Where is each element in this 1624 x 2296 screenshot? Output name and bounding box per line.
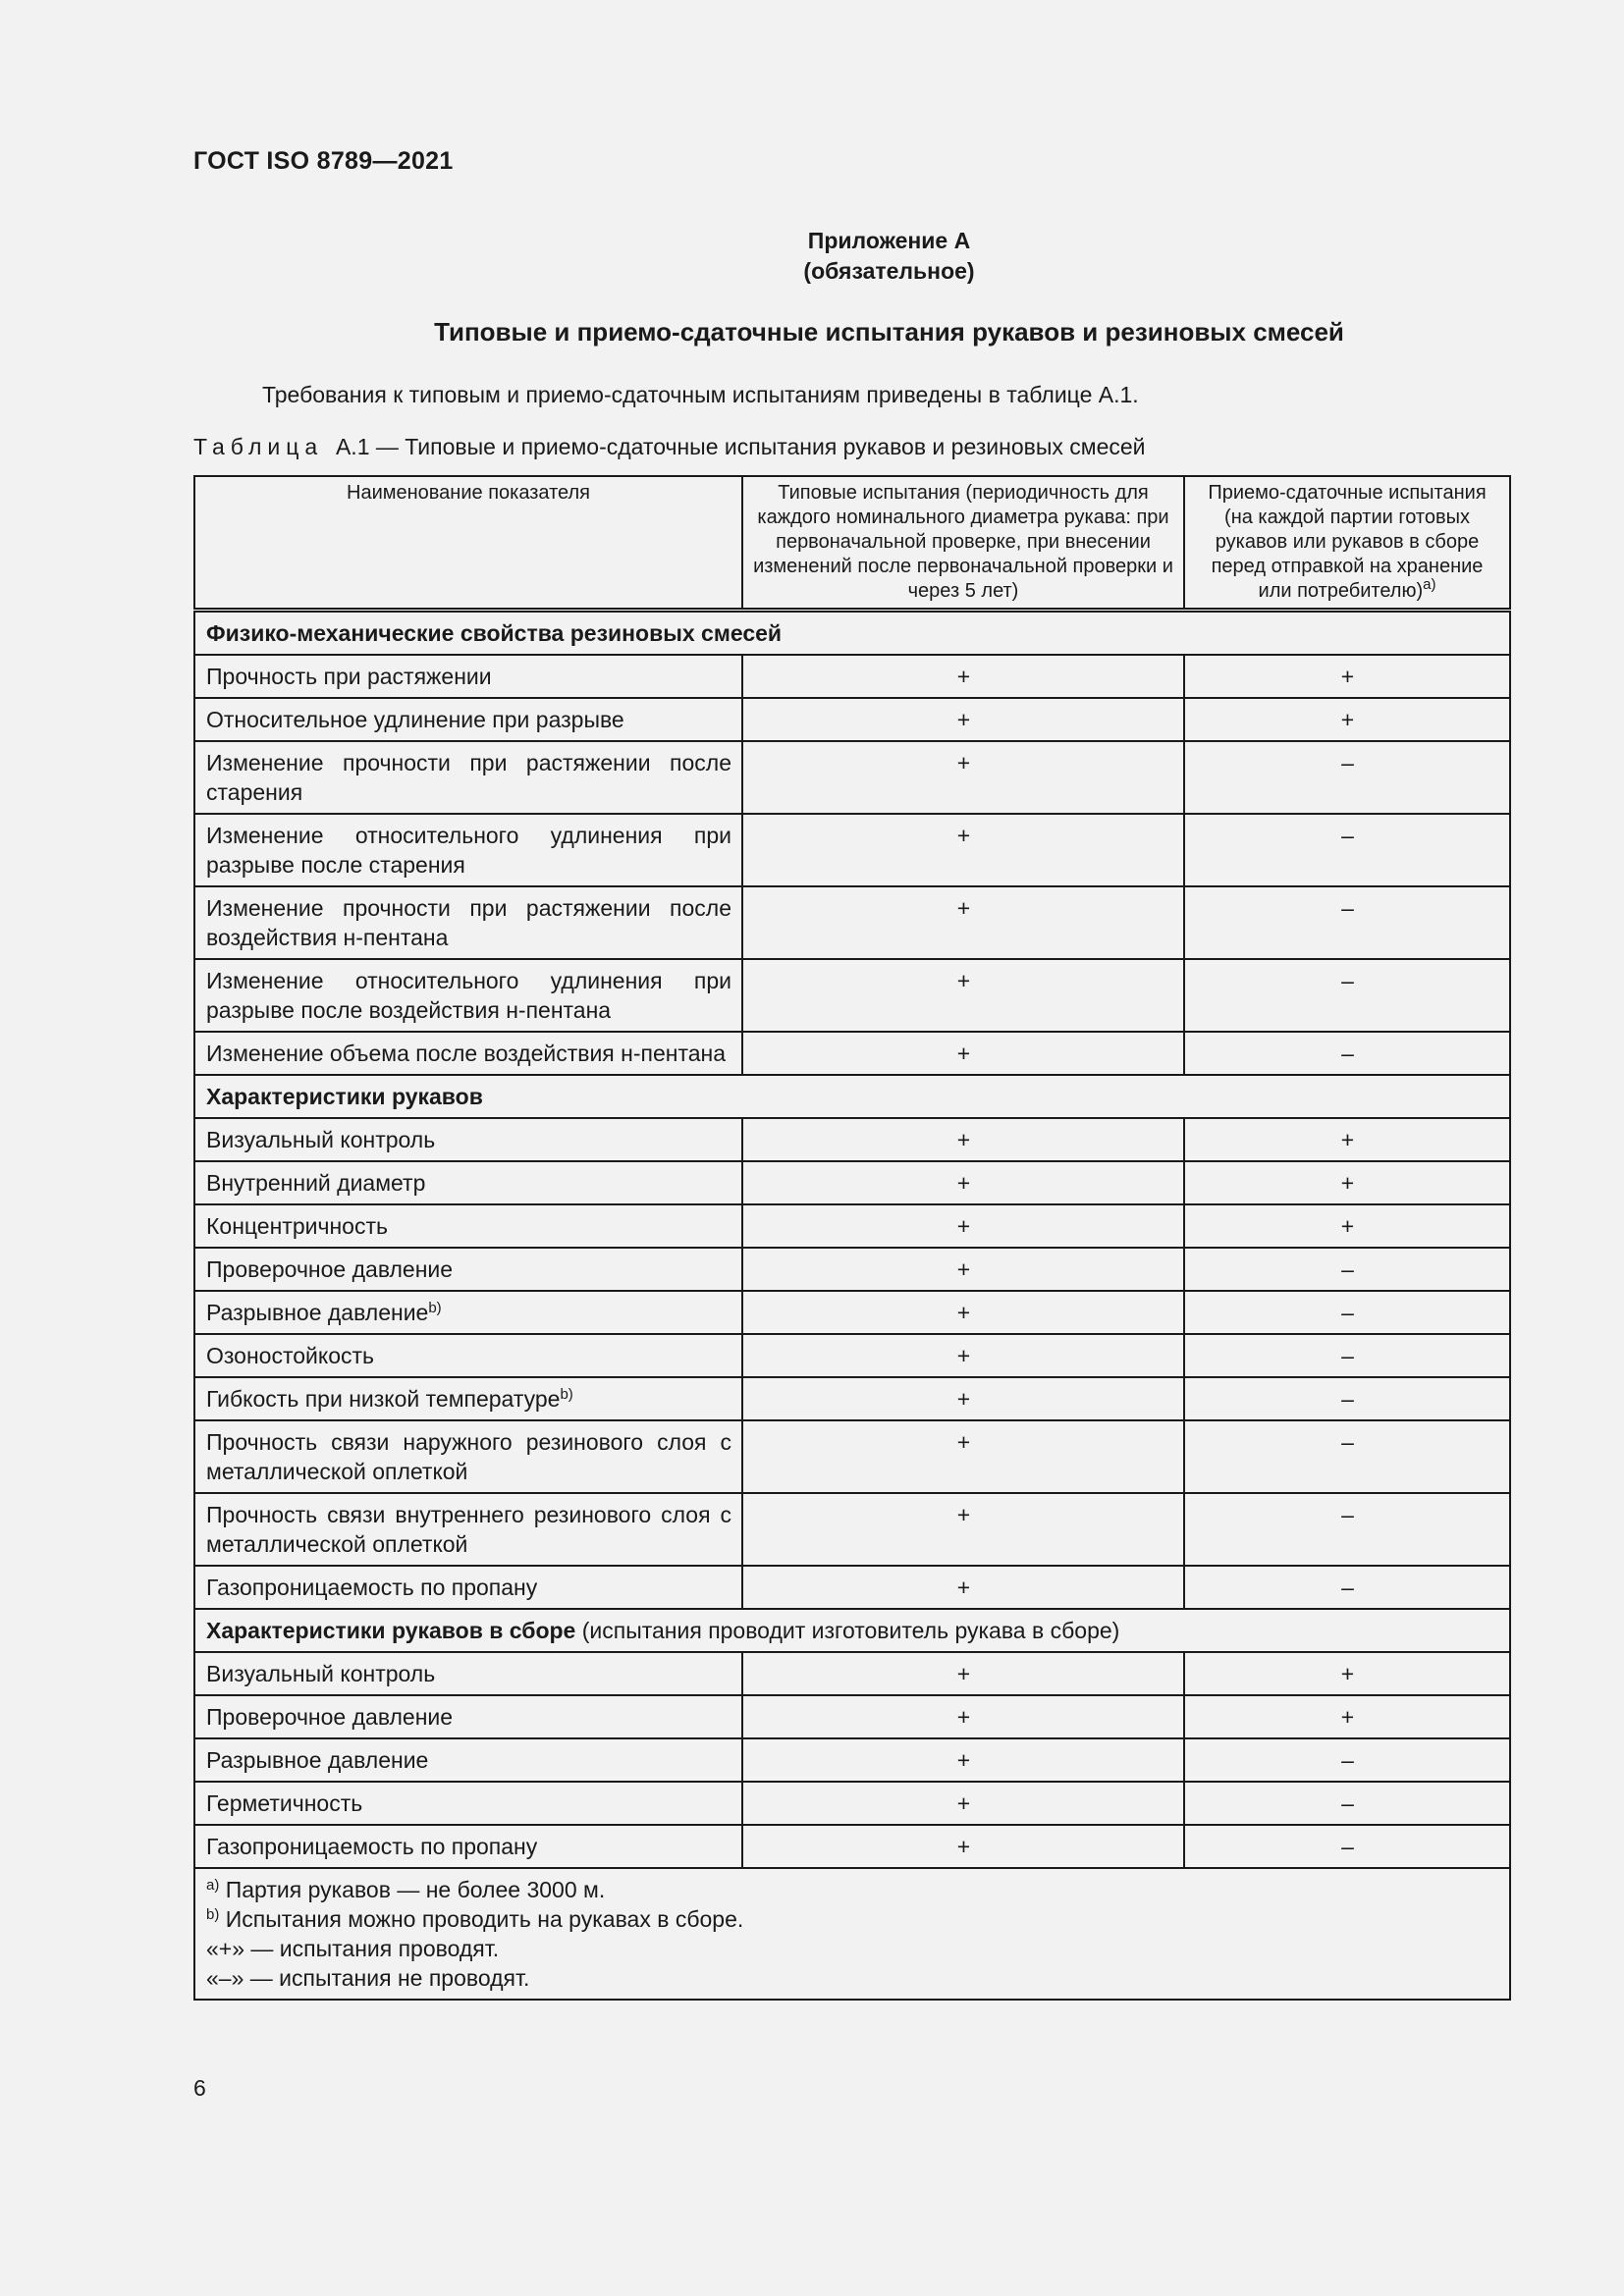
indicator-name: Прочность связи наружного резинового слоя с металлической оплеткой <box>206 1429 731 1484</box>
indicator-name: Газопроницаемость по пропану <box>206 1575 538 1600</box>
typical-test-cell: + <box>742 1032 1184 1075</box>
indicator-cell <box>194 1377 742 1420</box>
acceptance-test-cell: – <box>1184 1566 1510 1609</box>
table-row <box>194 1825 1510 1868</box>
section-title: Характеристики рукавов <box>206 1084 483 1109</box>
indicator-cell <box>194 1493 742 1566</box>
intro-paragraph: Требования к типовым и приемо-сдаточным испытаниям приведены в таблице А.1. <box>262 382 1139 407</box>
indicator-name: Относительное удлинение при разрыве <box>206 707 624 732</box>
indicator-name: Газопроницаемость по пропану <box>206 1834 538 1859</box>
indicator-cell <box>194 1566 742 1609</box>
acceptance-test-cell: – <box>1184 1738 1510 1782</box>
typical-test-cell: + <box>742 1566 1184 1609</box>
indicator-name: Изменение прочности при растяжении после старения <box>206 750 731 805</box>
acceptance-test-cell: + <box>1184 1204 1510 1248</box>
acceptance-test-cell: + <box>1184 655 1510 698</box>
indicator-name: Визуальный контроль <box>206 1661 436 1686</box>
acceptance-test-cell: – <box>1184 814 1510 886</box>
table-row <box>194 1566 1510 1609</box>
section-row <box>194 1075 1510 1118</box>
table-header-row <box>194 476 1510 611</box>
typical-test-cell: + <box>742 1291 1184 1334</box>
acceptance-test-cell: – <box>1184 1334 1510 1377</box>
indicator-name: Изменение относительного удлинения при разрыве после воздействия н-пентана <box>206 968 731 1023</box>
section-header-cell <box>194 1609 1510 1652</box>
indicator-cell <box>194 1695 742 1738</box>
acceptance-test-cell: + <box>1184 1695 1510 1738</box>
indicator-cell <box>194 814 742 886</box>
note-text: «–» — испытания не проводят. <box>206 1965 530 1991</box>
header-acceptance-tests <box>1184 476 1510 611</box>
indicator-cell <box>194 741 742 814</box>
section-title: Физико-механические свойства резиновых смесей <box>206 620 783 646</box>
section-row <box>194 611 1510 656</box>
indicator-name: Проверочное давление <box>206 1704 454 1730</box>
tests-table <box>193 475 1511 2001</box>
indicator-cell <box>194 1161 742 1204</box>
section-title: Характеристики рукавов в сборе <box>206 1618 576 1643</box>
footnote-mark: b) <box>428 1300 442 1316</box>
table-note <box>206 1934 1499 1963</box>
typical-test-cell: + <box>742 1377 1184 1420</box>
indicator-cell <box>194 1204 742 1248</box>
header-indicator: Наименование показателя <box>194 476 742 611</box>
typical-test-cell: + <box>742 1420 1184 1493</box>
table-caption <box>193 434 1146 460</box>
table-row <box>194 1032 1510 1075</box>
table-row <box>194 1420 1510 1493</box>
appendix-heading <box>0 226 1624 287</box>
typical-test-cell: + <box>742 1493 1184 1566</box>
acceptance-test-cell: + <box>1184 698 1510 741</box>
notes-cell <box>194 1868 1510 2000</box>
typical-test-cell: + <box>742 1738 1184 1782</box>
typical-test-cell: + <box>742 1782 1184 1825</box>
acceptance-test-cell: – <box>1184 741 1510 814</box>
notes-row <box>194 1868 1510 2000</box>
indicator-name: Внутренний диаметр <box>206 1170 426 1196</box>
section-header-cell <box>194 611 1510 656</box>
indicator-name: Визуальный контроль <box>206 1127 436 1152</box>
table-note <box>206 1875 1499 1904</box>
typical-test-cell: + <box>742 698 1184 741</box>
table-row <box>194 1738 1510 1782</box>
section-header-cell <box>194 1075 1510 1118</box>
section-row <box>194 1609 1510 1652</box>
indicator-cell <box>194 1118 742 1161</box>
acceptance-test-cell: + <box>1184 1652 1510 1695</box>
indicator-name: Озоностойкость <box>206 1343 375 1368</box>
indicator-name: Прочность связи внутреннего резинового слоя с металлической оплеткой <box>206 1502 731 1557</box>
acceptance-test-cell: – <box>1184 1825 1510 1868</box>
header-footnote-mark: а) <box>1423 576 1436 593</box>
indicator-name: Гибкость при низкой температуре <box>206 1386 561 1412</box>
typical-test-cell: + <box>742 1161 1184 1204</box>
section-title: Типовые и приемо-сдаточные испытания рукавов и резиновых смесей <box>434 317 1344 347</box>
indicator-cell <box>194 1652 742 1695</box>
indicator-name: Изменение прочности при растяжении после воздействия н-пентана <box>206 895 731 950</box>
acceptance-test-cell: – <box>1184 1377 1510 1420</box>
table-note <box>206 1963 1499 1993</box>
note-mark: b) <box>206 1906 220 1923</box>
table-row <box>194 1248 1510 1291</box>
table-row <box>194 1377 1510 1420</box>
acceptance-test-cell: – <box>1184 1420 1510 1493</box>
typical-test-cell: + <box>742 814 1184 886</box>
table-row <box>194 1291 1510 1334</box>
indicator-cell <box>194 1032 742 1075</box>
acceptance-test-cell: – <box>1184 1782 1510 1825</box>
typical-test-cell: + <box>742 1652 1184 1695</box>
table-caption-rest: А.1 — Типовые и приемо-сдаточные испытания рукавов и резиновых смесей <box>335 434 1146 459</box>
indicator-cell <box>194 1291 742 1334</box>
indicator-cell <box>194 1782 742 1825</box>
indicator-name: Изменение относительного удлинения при разрыве после старения <box>206 823 731 878</box>
note-text: Испытания можно проводить на рукавах в сборе. <box>219 1906 744 1932</box>
typical-test-cell: + <box>742 1334 1184 1377</box>
acceptance-test-cell: + <box>1184 1161 1510 1204</box>
table-row <box>194 1118 1510 1161</box>
table-row <box>194 698 1510 741</box>
table-row <box>194 814 1510 886</box>
typical-test-cell: + <box>742 1695 1184 1738</box>
footnote-mark: b) <box>560 1386 573 1403</box>
indicator-cell <box>194 1334 742 1377</box>
page-number: 6 <box>193 2075 206 2101</box>
typical-test-cell: + <box>742 741 1184 814</box>
typical-test-cell: + <box>742 1118 1184 1161</box>
typical-test-cell: + <box>742 886 1184 959</box>
appendix-title: Приложение А <box>807 228 971 253</box>
table-row <box>194 886 1510 959</box>
table-row <box>194 1652 1510 1695</box>
indicator-cell <box>194 1420 742 1493</box>
indicator-name: Прочность при растяжении <box>206 664 492 689</box>
acceptance-test-cell: – <box>1184 1248 1510 1291</box>
table-row <box>194 1204 1510 1248</box>
indicator-cell <box>194 1248 742 1291</box>
acceptance-test-cell: + <box>1184 1118 1510 1161</box>
header-acceptance-text: Приемо-сдаточные испытания (на каждой партии готовых рукавов или рукавов в сборе перед отправкой на хранение или потребителю) <box>1208 482 1487 602</box>
note-text: «+» — испытания проводят. <box>206 1936 500 1961</box>
acceptance-test-cell: – <box>1184 959 1510 1032</box>
indicator-name: Концентричность <box>206 1213 388 1239</box>
indicator-name: Разрывное давление <box>206 1747 429 1773</box>
acceptance-test-cell: – <box>1184 1032 1510 1075</box>
indicator-name: Герметичность <box>206 1790 363 1816</box>
section-note: (испытания проводит изготовитель рукава в сборе) <box>575 1618 1120 1643</box>
typical-test-cell: + <box>742 1825 1184 1868</box>
typical-test-cell: + <box>742 655 1184 698</box>
indicator-name: Изменение объема после воздействия н-пентана <box>206 1041 727 1066</box>
table-row <box>194 655 1510 698</box>
indicator-name: Проверочное давление <box>206 1256 454 1282</box>
table-row <box>194 959 1510 1032</box>
table-row <box>194 1161 1510 1204</box>
note-mark: а) <box>206 1877 220 1894</box>
appendix-status: (обязательное) <box>803 258 975 284</box>
table-note <box>206 1904 1499 1934</box>
typical-test-cell: + <box>742 1204 1184 1248</box>
table-row <box>194 1695 1510 1738</box>
indicator-cell <box>194 886 742 959</box>
typical-test-cell: + <box>742 1248 1184 1291</box>
indicator-cell <box>194 1825 742 1868</box>
acceptance-test-cell: – <box>1184 1291 1510 1334</box>
table-row <box>194 1493 1510 1566</box>
table-row <box>194 741 1510 814</box>
table-caption-word: Таблица <box>193 434 324 459</box>
table-row <box>194 1334 1510 1377</box>
table-row <box>194 1782 1510 1825</box>
indicator-cell <box>194 959 742 1032</box>
indicator-cell <box>194 698 742 741</box>
acceptance-test-cell: – <box>1184 886 1510 959</box>
indicator-name: Разрывное давление <box>206 1300 429 1325</box>
typical-test-cell: + <box>742 959 1184 1032</box>
acceptance-test-cell: – <box>1184 1493 1510 1566</box>
table-body <box>194 611 1510 2001</box>
document-code: ГОСТ ISO 8789—2021 <box>193 147 454 175</box>
header-typical-tests: Типовые испытания (периодичность для каждого номинального диаметра рукава: при первоначальной проверке, при внесении изменений после первоначальной проверки и через 5 лет) <box>742 476 1184 611</box>
indicator-cell <box>194 1738 742 1782</box>
note-text: Партия рукавов — не более 3000 м. <box>219 1877 606 1902</box>
indicator-cell <box>194 655 742 698</box>
